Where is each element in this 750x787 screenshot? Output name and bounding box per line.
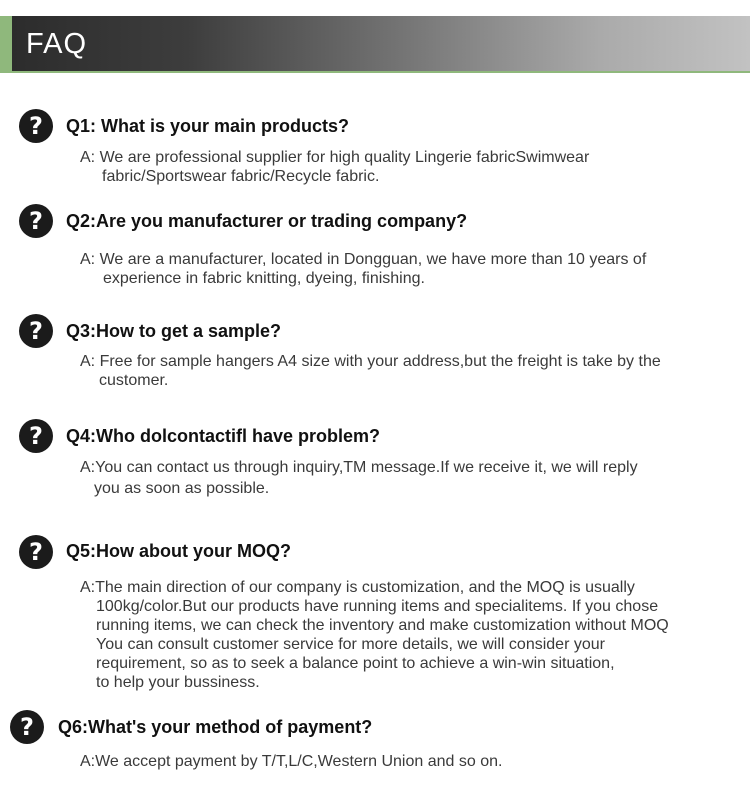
faq-answer-6-line-1: A:We accept payment by T/T,L/C,Western Union and so on.: [80, 753, 503, 770]
faq-question-2: Q2:Are you manufacturer or trading company?: [66, 211, 468, 231]
question-icon: ?: [19, 419, 53, 453]
faq-answer-2-line-1: A: We are a manufacturer, located in Dongguan, we have more than 10 years of: [80, 251, 647, 268]
faq-question-1: Q1: What is your main products?: [66, 116, 350, 136]
faq-question-3: Q3:How to get a sample?: [66, 321, 282, 341]
faq-question-6: Q6:What's your method of payment?: [58, 717, 373, 737]
faq-answer-5-line-2: 100kg/color.But our products have running items and specialitems. If you chose: [96, 598, 659, 615]
faq-question-5: Q5:How about your MOQ?: [66, 541, 291, 561]
faq-answer-5-line-5: requirement, so as to seek a balance point to achieve a win-win situation,: [96, 655, 615, 672]
faq-header-bar: [0, 16, 750, 73]
header-underline: [0, 71, 750, 73]
faq-answer-3-line-1: A: Free for sample hangers A4 size with your address,but the freight is take by the: [80, 353, 661, 370]
question-icon: ?: [19, 109, 53, 143]
faq-question-4: Q4:Who dolcontactifl have problem?: [66, 426, 381, 446]
question-icon: ?: [19, 204, 53, 238]
faq-answer-5-line-3: running items, we can check the inventory and make customization without MOQ: [96, 617, 669, 634]
faq-answer-5-line-1: A:The main direction of our company is customization, and the MOQ is usually: [80, 579, 635, 596]
faq-answer-5-line-4: You can consult customer service for more details, we will consider your: [96, 636, 605, 653]
faq-answer-4-line-2: you as soon as possible.: [94, 480, 270, 497]
question-icon: ?: [19, 314, 53, 348]
faq-answer-3-line-2: customer.: [99, 372, 169, 389]
faq-answer-4-line-1: A:You can contact us through inquiry,TM message.If we receive it, we will reply: [80, 459, 638, 476]
faq-answer-1-line-1: A: We are professional supplier for high quality Lingerie fabricSwimwear: [80, 149, 590, 166]
faq-answer-2-line-2: experience in fabric knitting, dyeing, finishing.: [103, 270, 425, 287]
question-icon: ?: [10, 710, 44, 744]
faq-answer-1-line-2: fabric/Sportswear fabric/Recycle fabric.: [102, 168, 380, 185]
page-title: FAQ: [26, 28, 88, 60]
header-accent-stripe: [0, 16, 12, 73]
question-icon: ?: [19, 535, 53, 569]
faq-answer-5-line-6: to help your bussiness.: [96, 674, 260, 691]
